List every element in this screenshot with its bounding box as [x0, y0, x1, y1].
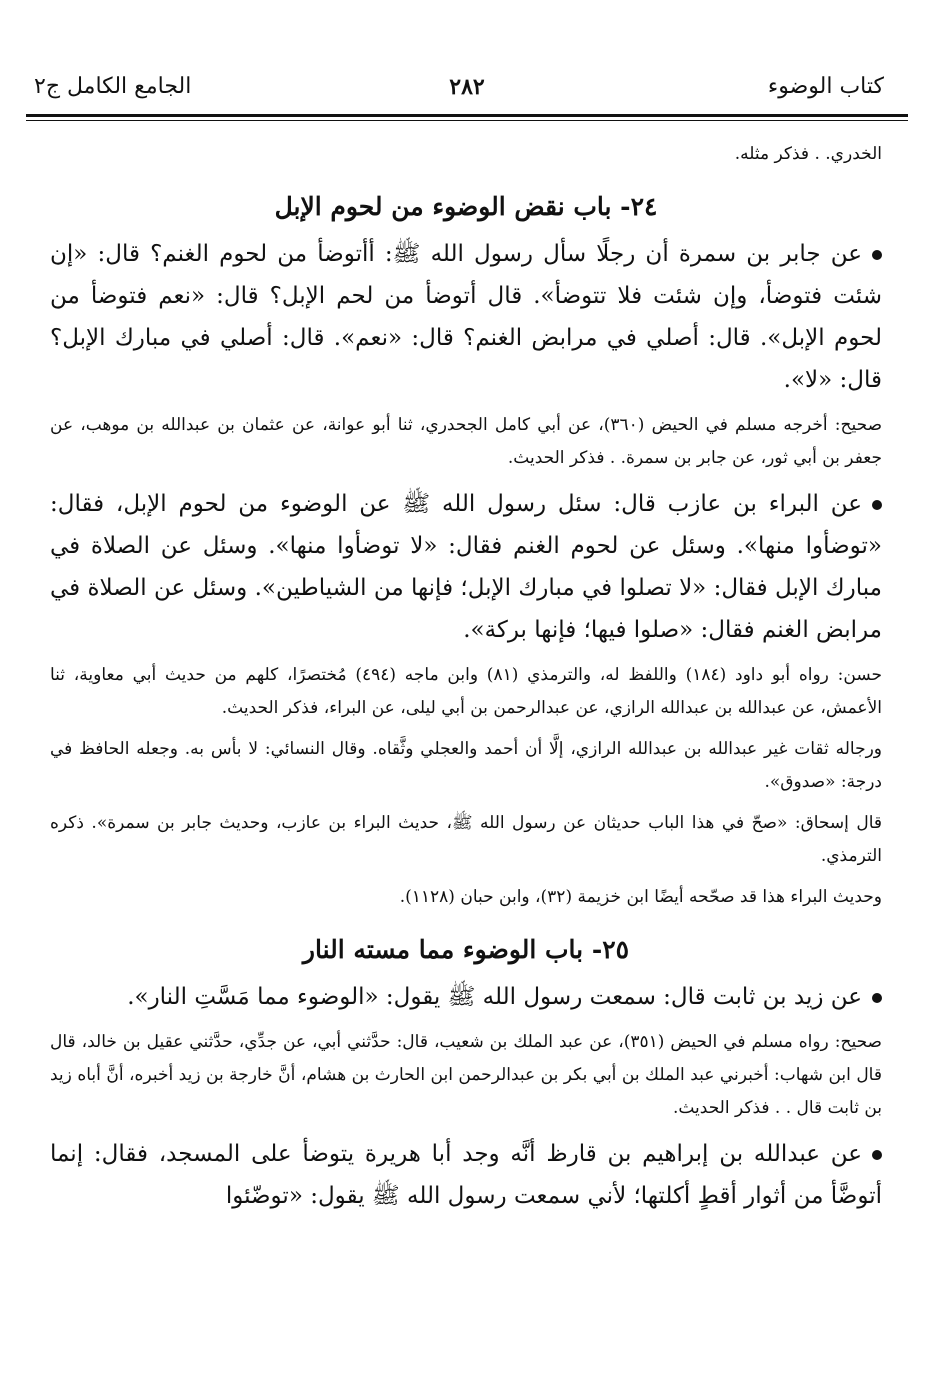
header-rule-thick: [26, 114, 908, 117]
hadith-3: [50, 976, 882, 1018]
page-number: ٢٨٢: [449, 74, 485, 100]
takhrij-1: صحيح: أخرجه مسلم في الحيض (٣٦٠)، عن أبي كامل الجحدري، ثنا أبو عوانة، عن عثمان بن عبدالله بن موهب، عن جعفر بن أبي ثور، عن جابر بن سمرة. . فذكر الحديث.: [50, 415, 882, 468]
takhrij-3: ورجاله ثقات غير عبدالله بن عبدالله الرازي، إلَّا أن أحمد والعجلي وثَّقاه. وقال النسائي: لا بأس به. وجعله الحافظ في درجة: «صدوق».: [50, 739, 882, 792]
takhrij-4: قال إسحاق: «صحّ في هذا الباب حديثان عن رسول الله ﷺ، حديث البراء بن عازب، وحديث جابر بن سمرة». ذكره الترمذي.: [50, 813, 882, 866]
chapter-title: كتاب الوضوء: [767, 74, 884, 99]
bullet-icon: [872, 500, 882, 510]
takhrij-5: وحديث البراء هذا قد صحّحه أيضًا ابن خزيمة (٣٢)، وابن حبان (١١٢٨).: [399, 887, 882, 907]
bullet-icon: [872, 993, 882, 1003]
page-header: [26, 70, 908, 110]
hadith-2-text: عن البراء بن عازب قال: سئل رسول الله ﷺ عن الوضوء من لحوم الإبل، فقال: «توضأوا منها». وسئل عن لحوم الغنم فقال: «لا توضأوا منها». وسئل عن الصلاة في مبارك الإبل فقال: «لا تصلوا في مبارك الإبل؛ فإنها من الشياطين». وسئل عن الصلاة في مرابض الغنم فقال: «صلوا فيها؛ فإنها بركة».: [50, 491, 882, 643]
hadith-1: [50, 233, 882, 401]
section-25-title: ٢٥- باب الوضوء مما مسته النار: [302, 935, 630, 964]
takhrij-6: صحيح: رواه مسلم في الحيض (٣٥١)، عن عبد الملك بن شعيب، قال: حدَّثني أبي، عن جدِّي، حدَّثني عقيل بن خالد، قال قال ابن شهاب: أخبرني عبد الملك بن أبي بكر بن عبدالرحمن ابن الحارث بن هشام، أنَّ خارجة بن زيد أخبره، أنَّ أباه زيد بن ثابت قال . . فذكر الحديث.: [50, 1032, 882, 1118]
section-24-title: ٢٤- باب نقض الوضوء من لحوم الإبل: [274, 192, 658, 221]
hadith-1-text: عن جابر بن سمرة أن رجلًا سأل رسول الله ﷺ: أأتوضأ من لحوم الغنم؟ قال: «إن شئت فتوضأ، وإن شئت فلا تتوضأ». قال أتوضأ من لحم الإبل؟ قال: «نعم فتوضأ من لحوم الإبل». قال: أصلي في مرابض الغنم؟ قال: «نعم». قال: أصلي في مبارك الإبل؟ قال: «لا».: [50, 241, 882, 393]
intro-line: الخدري. . فذكر مثله.: [734, 144, 882, 164]
page-content: [50, 138, 882, 1217]
bullet-icon: [872, 250, 882, 260]
takhrij-2: حسن: رواه أبو داود (١٨٤) واللفظ له، والترمذي (٨١) وابن ماجه (٤٩٤) مُختصرًا، كلهم من حديث أبي معاوية، ثنا الأعمش، عن عبدالله بن عبدالله الرازي، عن عبدالرحمن بن أبي ليلى، عن البراء، فذكر الحديث.: [50, 665, 882, 718]
hadith-2: [50, 483, 882, 651]
hadith-3-text: عن زيد بن ثابت قال: سمعت رسول الله ﷺ يقول: «الوضوء مما مَسَّتِ النار».: [127, 984, 862, 1010]
bullet-icon: [872, 1150, 882, 1160]
book-title: الجامع الكامل ج٢: [34, 74, 192, 99]
hadith-4: [50, 1133, 882, 1217]
hadith-4-text: عن عبدالله بن إبراهيم بن قارظ أنَّه وجد أبا هريرة يتوضأ على المسجد، فقال: إنما أتوضَّأ من أثوار أقطٍ أكلتها؛ لأني سمعت رسول الله ﷺ يقول: «توضّئوا: [50, 1141, 882, 1209]
header-rule-thin: [26, 120, 908, 121]
